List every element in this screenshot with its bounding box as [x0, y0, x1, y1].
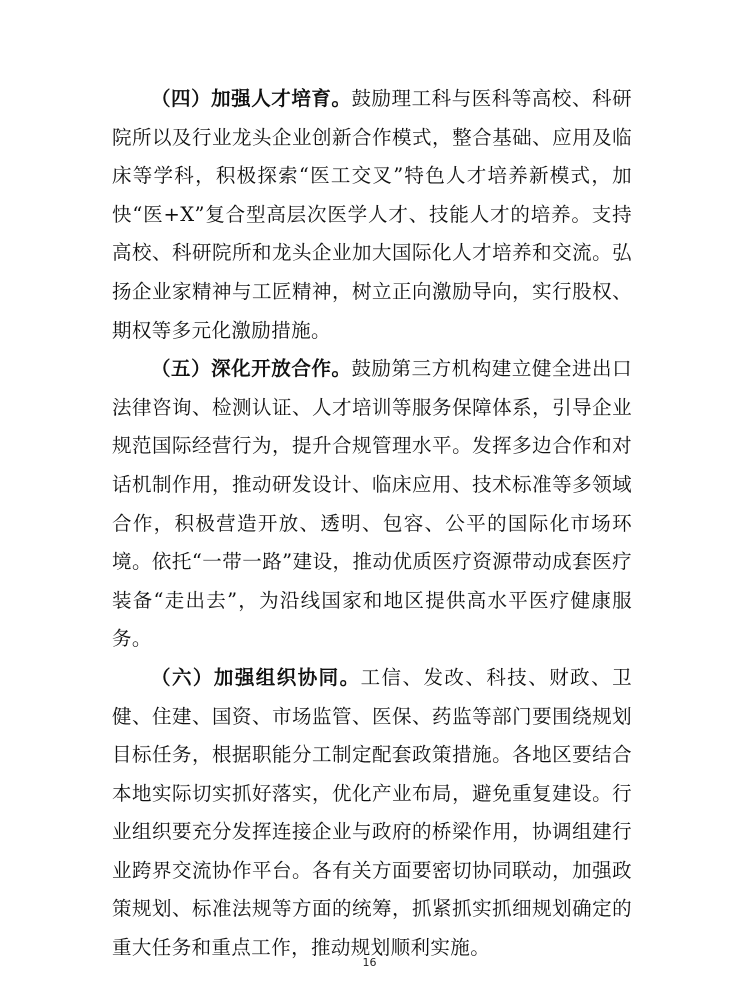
section-body: 鼓励理工科与医科等高校、科研院所以及行业龙头企业创新合作模式，整合基础、应用及临床等学科，积极探索“医工交叉”特色人才培养新模式，加快“医+X”复合型高层次医学人才、技能人才的培养。支持高校、科研院所和龙头企业加大国际化人才培养和交流。弘扬企业家精神与工匠精神，树立正向激励导向，实行股权、期权等多元化激励措施。 [112, 87, 632, 342]
section-organizational-coordination [112, 659, 632, 968]
section-heading: （四）加强人才培育。 [151, 87, 352, 110]
section-heading: （六）加强组织协同。 [151, 665, 361, 689]
document-body [112, 80, 632, 968]
section-heading: （五）深化开放合作。 [151, 357, 352, 381]
section-body: 鼓励第三方机构建立健全进出口法律咨询、检测认证、人才培训等服务保障体系，引导企业规范国际经营行为，提升合规管理水平。发挥多边合作和对话机制作用，推动研发设计、临床应用、技术标准等多领域合作，积极营造开放、透明、包容、公平的国际化市场环境。依托“一带一路”建设，推动优质医疗资源带动成套医疗装备“走出去”，为沿线国家和地区提供高水平医疗健康服务。 [112, 357, 632, 651]
page-number: 16 [362, 956, 377, 969]
section-body: 工信、发改、科技、财政、卫健、住建、国资、市场监管、医保、药监等部门要围绕规划目标任务，根据职能分工制定配套政策措施。各地区要结合本地实际切实抓好落实，优化产业布局，避免重复建设。行业组织要充分发挥连接企业与政府的桥梁作用，协调组建行业跨界交流协作平台。各有关方面要密切协同联动，加强政策规划、标准法规等方面的统筹，抓紧抓实抓细规划确定的重大任务和重点工作，推动规划顺利实施。 [112, 665, 632, 960]
section-open-cooperation [112, 350, 632, 659]
section-talent-cultivation [112, 80, 632, 350]
